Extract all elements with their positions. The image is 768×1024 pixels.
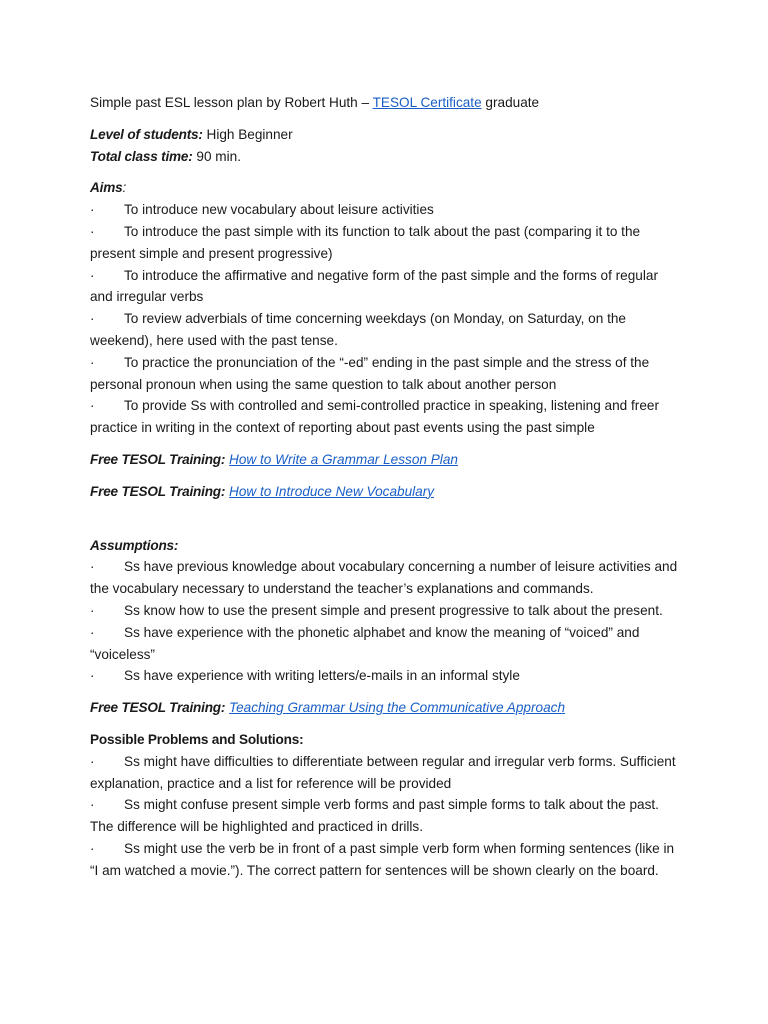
introduce-vocabulary-link[interactable]: How to Introduce New Vocabulary (229, 483, 435, 499)
grammar-lesson-plan-link[interactable]: How to Write a Grammar Lesson Plan (229, 451, 458, 467)
level-label: Level of students: (90, 126, 203, 142)
time-line (90, 146, 680, 168)
title-prefix: Simple past ESL lesson plan by Robert Huth – (90, 95, 373, 110)
list-item: · Ss might have difficulties to differentiate between regular and irregular verb forms. Sufficient explanation, practice and a list for reference will be provided (90, 753, 676, 791)
training-label: Free TESOL Training: (90, 483, 226, 499)
level-value: High Beginner (202, 126, 293, 142)
list-item: · Ss might use the verb be in front of a past simple verb form when forming sentences (like in “I am watched a movie.”). The correct pattern for sentences will be shown clearly on the board. (90, 840, 675, 878)
training-line (90, 449, 680, 471)
list-item: · To introduce the past simple with its function to talk about the past (comparing it to the present simple and present progressive) (90, 223, 641, 261)
list-item: · Ss have experience with the phonetic alphabet and know the meaning of “voiced” and “voiceless” (90, 624, 640, 662)
list-item: · Ss have experience with writing letters/e-mails in an informal style (90, 668, 520, 684)
tesol-certificate-link[interactable]: TESOL Certificate (372, 95, 482, 110)
training-label: Free TESOL Training: (90, 700, 226, 716)
communicative-approach-link[interactable]: Teaching Grammar Using the Communicative Approach (229, 700, 565, 716)
list-item: · Ss might confuse present simple verb forms and past simple forms to talk about the past. The difference will be highlighted and practiced in drills. (90, 797, 659, 835)
training-label: Free TESOL Training: (90, 451, 226, 467)
time-label: Total class time: (90, 148, 193, 164)
list-item: · To provide Ss with controlled and semi-controlled practice in speaking, listening and freer practice in writing in the context of reporting about past events using the past simple (90, 398, 659, 436)
time-value: 90 min. (192, 148, 241, 164)
assumptions-heading: Assumptions: (90, 537, 179, 553)
list-item: · To review adverbials of time concerning weekdays (on Monday, on Saturday, on the weekend), here used with the past tense. (90, 311, 626, 348)
training-line (90, 481, 680, 503)
level-line (90, 124, 680, 146)
title-suffix: graduate (481, 95, 540, 110)
list-item: · To practice the pronunciation of the “-ed” ending in the past simple and the stress of the personal pronoun when using the same question to talk about another person (90, 354, 650, 392)
document-title (90, 92, 680, 114)
list-item: · Ss know how to use the present simple and present progressive to talk about the present. (90, 602, 663, 618)
document-page (90, 92, 680, 882)
list-item: · To introduce the affirmative and negative form of the past simple and the forms of regular and irregular verbs (90, 267, 658, 305)
list-item: · Ss have previous knowledge about vocabulary concerning a number of leisure activities and the vocabulary necessary to understand the teacher’s explanations and commands. (90, 559, 678, 597)
aims-heading: Aims: (90, 180, 127, 196)
list-item: · To introduce new vocabulary about leisure activities (90, 202, 434, 218)
problems-heading: Possible Problems and Solutions: (90, 731, 304, 747)
training-line (90, 697, 680, 719)
